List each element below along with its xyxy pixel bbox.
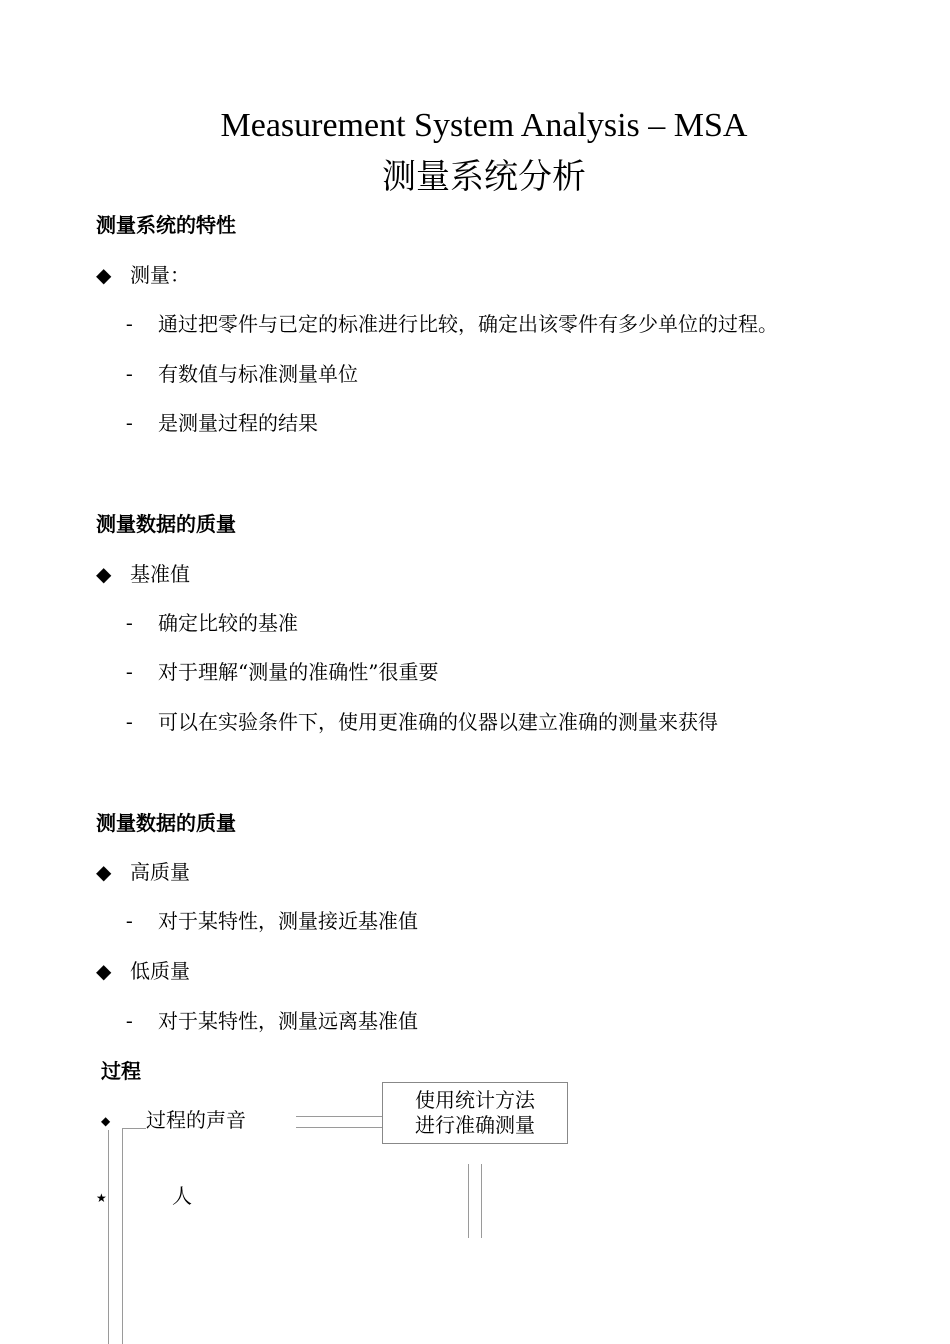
box-line-2: 进行准确测量: [415, 1113, 535, 1137]
section1-heading: 测量系统的特性: [96, 213, 236, 237]
section2-item-text: 对于理解“测量的准确性”很重要: [158, 660, 439, 684]
section3-heading: 测量数据的质量: [96, 811, 236, 835]
dash-bullet: -: [126, 910, 133, 932]
statistical-method-box: [382, 1082, 568, 1144]
connector-line: [296, 1116, 382, 1117]
diamond-bullet-icon: ◆: [96, 959, 112, 983]
dash-bullet: -: [126, 1010, 133, 1032]
dash-bullet: -: [126, 313, 133, 335]
process-person-label: 人: [172, 1184, 192, 1208]
connector-line: [122, 1128, 123, 1344]
diamond-bullet-icon: ◆: [96, 860, 112, 884]
section3-high-label: 高质量: [130, 860, 190, 884]
process-heading: 过程: [101, 1059, 141, 1083]
box-line-1: 使用统计方法: [415, 1088, 535, 1112]
section1-item-text: 有数值与标准测量单位: [158, 362, 358, 386]
section2-item: [126, 709, 718, 735]
star-bullet-icon: ★: [96, 1191, 107, 1205]
section3-low-item-text: 对于某特性，测量远离基准值: [158, 1009, 418, 1033]
section1-item: [126, 361, 358, 387]
section2-item-text: 确定比较的基准: [158, 611, 298, 635]
section1-item-text: 通过把零件与已定的标准进行比较，确定出该零件有多少单位的过程。: [158, 312, 778, 336]
section3-high-item: [126, 908, 418, 934]
section2-item: [126, 610, 298, 636]
section2-heading: 测量数据的质量: [96, 512, 236, 536]
section3-high-item-text: 对于某特性，测量接近基准值: [158, 909, 418, 933]
section1-item-text: 是测量过程的结果: [158, 411, 318, 435]
dash-bullet: -: [126, 363, 133, 385]
connector-line: [108, 1130, 109, 1344]
dash-bullet: -: [126, 612, 133, 634]
dash-bullet: -: [126, 711, 133, 733]
section3-low-item: [126, 1008, 418, 1034]
section2-item-text: 可以在实验条件下，使用更准确的仪器以建立准确的测量来获得: [158, 710, 718, 734]
section3-low-label: 低质量: [130, 959, 190, 983]
connector-line: [296, 1127, 382, 1128]
connector-line: [122, 1128, 146, 1129]
section1-item: [126, 410, 318, 436]
diamond-bullet-icon: ◆: [96, 562, 112, 586]
document-title-chinese: 测量系统分析: [382, 157, 586, 197]
diamond-bullet-icon: ◆: [96, 263, 112, 287]
section3-low-bullet: [96, 958, 190, 984]
connector-line: [468, 1164, 469, 1238]
dash-bullet: -: [126, 661, 133, 683]
section2-item: [126, 659, 438, 685]
diamond-bullet-icon: ◆: [101, 1114, 111, 1128]
section1-bullet: [96, 262, 190, 288]
section2-bullet-label: 基准值: [130, 562, 190, 586]
document-title-english: Measurement System Analysis – MSA: [220, 107, 748, 144]
section2-bullet: [96, 561, 190, 587]
section3-high-bullet: [96, 859, 190, 885]
section1-bullet-label: 测量：: [130, 263, 190, 287]
section1-item: [126, 311, 778, 337]
process-voice-label: 过程的声音: [146, 1108, 246, 1132]
dash-bullet: -: [126, 412, 133, 434]
connector-line: [481, 1164, 482, 1238]
